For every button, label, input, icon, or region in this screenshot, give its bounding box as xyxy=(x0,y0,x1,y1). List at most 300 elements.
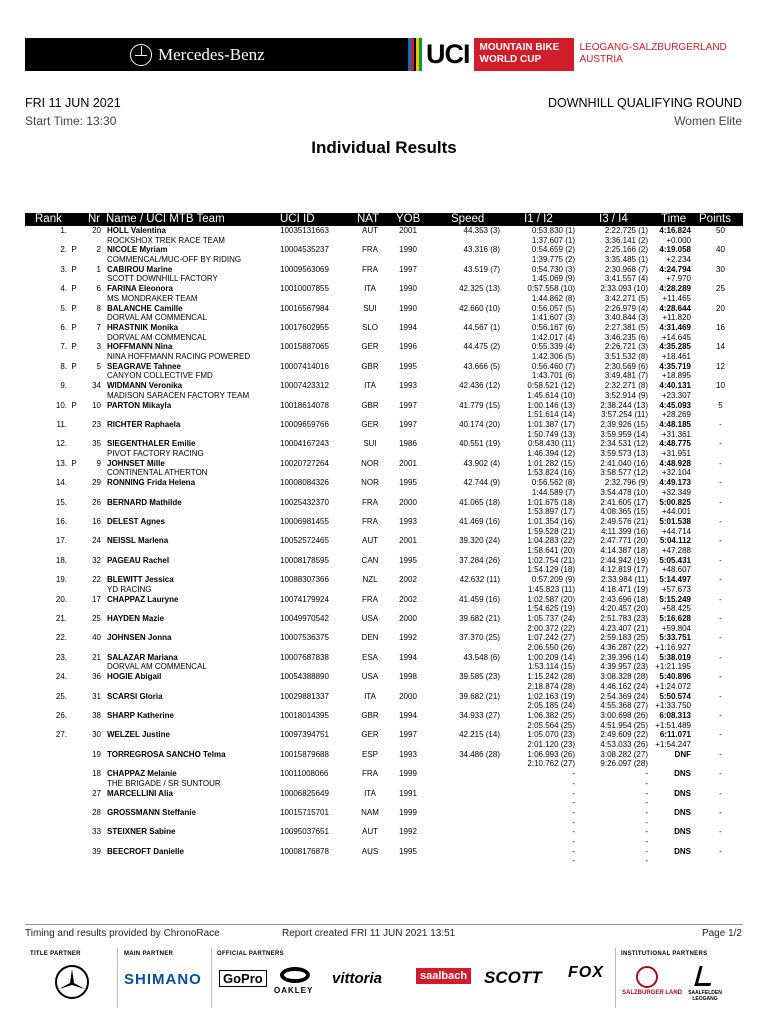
cell-rank: 14. xyxy=(55,478,67,488)
cell-rank: 16. xyxy=(55,517,67,526)
cell-nr: 9 xyxy=(96,458,101,468)
cell-rank: 9. xyxy=(60,381,67,391)
cell-uci: 10007536375 xyxy=(280,633,329,643)
cell-time: DNS xyxy=(674,769,691,779)
cell-time: 5:00.825 xyxy=(659,497,691,507)
cell-p: P xyxy=(71,342,77,352)
cell-i3: 2:54.369 (24) xyxy=(600,691,648,701)
cell-i4: 3:59.959 (14) xyxy=(600,429,648,439)
cell-i2: 2:06.550 (26) xyxy=(527,642,575,652)
cell-rank: 27. xyxy=(55,730,67,740)
oakley-ellipse-icon xyxy=(280,967,310,983)
cell-rank: 3. xyxy=(60,264,67,274)
cell-time: 4:19.058 xyxy=(659,245,691,255)
cell-uci: 10008178595 xyxy=(280,555,329,565)
cell-i1: 0:58.521 (12) xyxy=(527,381,575,391)
cell-gap: +59.804 xyxy=(661,623,691,633)
cell-i3: 2:43.696 (18) xyxy=(600,594,648,604)
cell-pts: 40 xyxy=(716,245,725,255)
cell-i3: - xyxy=(645,788,648,798)
cell-yob: 1997 xyxy=(399,400,417,410)
table-row xyxy=(25,420,743,439)
cell-i4: 3:58.577 (12) xyxy=(600,468,648,478)
cell-i1: 1:01.282 (15) xyxy=(527,458,575,468)
cell-i3: 2:22.725 (1) xyxy=(604,226,648,235)
cell-i2: 1:39.775 (2) xyxy=(531,254,575,264)
cell-uci: 10004535237 xyxy=(280,245,329,255)
cell-rank: 6. xyxy=(60,323,67,332)
table-row xyxy=(25,614,743,633)
cell-yob: 1999 xyxy=(399,769,417,779)
cell-gap: +14.645 xyxy=(661,332,691,342)
cell-speed: 43.548 (6) xyxy=(463,652,500,662)
cell-i3: - xyxy=(645,846,648,856)
table-row xyxy=(25,517,743,536)
cell-nr: 34 xyxy=(92,381,101,391)
cell-nat: NOR xyxy=(361,458,379,468)
cell-nr: 1 xyxy=(96,264,101,274)
table-row xyxy=(25,401,743,420)
cell-speed: 41.779 (15) xyxy=(459,400,500,410)
cell-i1: 1:00.146 (13) xyxy=(527,400,575,410)
cell-team: CANYON COLLECTIVE FMD xyxy=(107,371,213,381)
cell-i1: 1:07.242 (27) xyxy=(527,633,575,643)
cell-i4: 4:11.399 (16) xyxy=(601,526,648,536)
cell-nat: ITA xyxy=(364,788,376,798)
col-nat: NAT xyxy=(357,213,380,225)
cell-uci: 10006825649 xyxy=(280,788,329,798)
cell-rank: 19. xyxy=(55,575,67,585)
cell-i1: 1:01.387 (17) xyxy=(527,420,575,429)
institutional-partners-label: INSTITUTIONAL PARTNERS xyxy=(621,951,708,957)
cell-uci: 10088307366 xyxy=(280,575,329,585)
cell-yob: 2000 xyxy=(399,691,417,701)
cell-time: DNS xyxy=(674,808,691,817)
table-row xyxy=(25,536,743,555)
cell-nr: 21 xyxy=(92,652,101,662)
cell-i2: 1:58.641 (20) xyxy=(527,545,575,555)
cell-nr: 29 xyxy=(92,478,101,488)
cell-i2: 1:54.129 (18) xyxy=(527,565,575,575)
cell-i1: 1:00.209 (14) xyxy=(527,652,575,662)
cell-p: P xyxy=(71,245,77,255)
cell-i3: 2:51.783 (23) xyxy=(600,614,648,623)
cell-nat: GER xyxy=(361,342,379,352)
cell-speed: 44.353 (3) xyxy=(463,226,500,235)
mercedes-star-icon xyxy=(130,44,152,66)
cell-name: WELZEL Justine xyxy=(107,730,170,740)
cell-time: 4:28.644 xyxy=(659,303,691,313)
cell-yob: 2000 xyxy=(399,614,417,623)
cell-pts: 50 xyxy=(716,226,725,235)
cell-name: HRASTNIK Monika xyxy=(107,323,179,332)
cell-i1: 0:56.057 (5) xyxy=(531,303,575,313)
cell-time: 5:50.574 xyxy=(659,691,691,701)
cell-nr: 28 xyxy=(92,808,101,817)
cell-i4: 3:54.478 (10) xyxy=(600,487,648,497)
cell-i2: 1:46.394 (12) xyxy=(527,448,575,458)
cell-nat: FRA xyxy=(362,594,378,604)
table-row xyxy=(25,827,743,846)
cell-i3: 3:00.698 (26) xyxy=(600,711,648,720)
venue xyxy=(574,38,749,71)
cell-rank: 7. xyxy=(60,342,67,352)
cell-yob: 1996 xyxy=(399,342,417,352)
cell-i1: 0:58.430 (11) xyxy=(528,439,575,449)
cell-speed: 43.519 (7) xyxy=(463,264,500,274)
cell-uci: 10097394751 xyxy=(280,730,329,740)
cell-speed: 42.660 (10) xyxy=(459,303,500,313)
table-row xyxy=(25,730,743,749)
report-created: Report created FRI 11 JUN 2021 13:51 xyxy=(282,928,456,939)
table-row xyxy=(25,381,743,400)
cell-gap: +32.349 xyxy=(661,487,691,497)
cell-i1: 0:56.460 (7) xyxy=(531,361,575,371)
cell-i2: 2:01.120 (23) xyxy=(527,739,575,749)
cell-pts: - xyxy=(719,420,722,429)
timing-credit: Timing and results provided by ChronoRace xyxy=(25,928,220,939)
cell-name: JOHNSEN Jonna xyxy=(107,633,172,643)
start-time: Start Time: 13:30 xyxy=(25,114,117,128)
table-row xyxy=(25,692,743,711)
cell-i1: 0:54.659 (2) xyxy=(531,245,575,255)
cell-i1: 1:02.754 (21) xyxy=(527,555,575,565)
cell-gap: +31.361 xyxy=(661,429,691,439)
cell-gap: +44.714 xyxy=(661,526,691,536)
vittoria-logo: vittoria xyxy=(332,970,383,987)
cell-name: PARTON Mikayla xyxy=(107,400,172,410)
cell-nr: 3 xyxy=(96,342,101,352)
cell-uci: 10095037651 xyxy=(280,827,329,837)
col-i3-i4: I3 / I4 xyxy=(599,213,628,225)
cell-speed: 37.370 (25) xyxy=(459,633,500,643)
cell-i1: 1:15.242 (28) xyxy=(527,672,575,682)
cell-i4: 4:23.407 (21) xyxy=(600,623,648,633)
table-row xyxy=(25,575,743,594)
cell-i3: 2:41.605 (17) xyxy=(600,497,648,507)
cell-i4: 3:57.254 (11) xyxy=(601,410,648,420)
cell-i2: 1:53.897 (17) xyxy=(527,507,575,517)
cell-rank: 23. xyxy=(55,652,67,662)
cell-nat: ITA xyxy=(364,691,376,701)
cell-i3: 2:44.942 (19) xyxy=(600,555,648,565)
cell-nr: 24 xyxy=(92,536,101,546)
cell-gap: +1:24.072 xyxy=(655,681,691,691)
cell-yob: 1997 xyxy=(399,730,417,740)
cell-uci: 10009659766 xyxy=(280,420,329,429)
cell-pts: - xyxy=(719,497,722,507)
cell-uci: 10049970542 xyxy=(280,614,329,623)
table-row xyxy=(25,769,743,788)
cell-nr: 8 xyxy=(96,303,101,313)
cell-i1: 0:55.339 (4) xyxy=(531,342,575,352)
cell-pts: - xyxy=(719,555,722,565)
cell-i4: 4:20.457 (20) xyxy=(600,604,648,614)
cell-time: 4:48.928 xyxy=(659,458,691,468)
cell-nr: 20 xyxy=(92,226,101,235)
cell-yob: 1993 xyxy=(399,749,417,759)
cell-gap: +18.895 xyxy=(661,371,691,381)
cell-yob: 1998 xyxy=(399,672,417,682)
cell-pts: - xyxy=(719,478,722,488)
cell-yob: 1995 xyxy=(399,555,417,565)
cell-i3: 2:30.968 (7) xyxy=(604,264,648,274)
cell-i4: 3:49.481 (7) xyxy=(604,371,648,381)
cell-rank: 5. xyxy=(60,303,67,313)
cell-nat: FRA xyxy=(362,769,378,779)
saalfelden-mark-icon xyxy=(694,966,715,986)
cell-nr: 33 xyxy=(92,827,101,837)
cell-nat: FRA xyxy=(362,245,378,255)
cell-i4: 3:42.271 (5) xyxy=(604,293,648,303)
cell-pts: - xyxy=(719,827,722,837)
cell-rank: 10. xyxy=(55,400,67,410)
cell-yob: 1994 xyxy=(399,711,417,720)
cell-uci: 10007414016 xyxy=(280,361,329,371)
cell-time: 4:28.289 xyxy=(659,284,691,294)
cell-rank: 24. xyxy=(55,672,67,682)
cell-nat: GER xyxy=(361,420,379,429)
table-row xyxy=(25,750,743,769)
cell-rank: 11. xyxy=(56,420,67,429)
cell-i2: 1:45.614 (10) xyxy=(527,390,575,400)
cell-name: NEISSL Marlena xyxy=(107,536,169,546)
cell-speed: 34.486 (28) xyxy=(459,749,500,759)
cell-name: RONNING Frida Helena xyxy=(107,478,196,488)
cell-i3: 2:49.609 (22) xyxy=(600,730,648,740)
cell-yob: 1990 xyxy=(399,245,417,255)
cell-uci: 10035131663 xyxy=(280,226,329,235)
partner-divider xyxy=(117,948,118,1008)
cell-nat: DEN xyxy=(361,633,379,643)
table-row xyxy=(25,439,743,458)
cell-name: BLEWITT Jessica xyxy=(107,575,174,585)
cell-yob: 1992 xyxy=(399,633,417,643)
cell-i3: 3:08.328 (28) xyxy=(600,672,648,682)
cell-uci: 10011008066 xyxy=(280,769,329,779)
cell-rank: 1. xyxy=(60,226,67,235)
cell-i1: 1:01.675 (18) xyxy=(527,497,575,507)
cell-nr: 30 xyxy=(92,730,101,740)
cell-name: HOLL Valentina xyxy=(107,226,166,235)
cell-nat: ITA xyxy=(364,284,376,294)
col-name: Name / UCI MTB Team xyxy=(106,213,225,225)
cell-i4: 3:40.844 (3) xyxy=(604,313,648,323)
cell-i3: 2:30.569 (6) xyxy=(604,361,648,371)
cell-i1: - xyxy=(572,808,575,817)
cell-nr: 38 xyxy=(92,711,101,720)
cell-nr: 39 xyxy=(92,846,101,856)
cell-i1: 1:06.382 (25) xyxy=(527,711,575,720)
brand-name: Mercedes-Benz xyxy=(158,44,265,64)
cell-gap: +11.465 xyxy=(662,293,691,303)
cell-time: 4:40.131 xyxy=(659,381,691,391)
cell-nat: GER xyxy=(361,730,379,740)
cell-uci: 10020727264 xyxy=(280,458,329,468)
cell-time: DNF xyxy=(674,749,691,759)
table-row xyxy=(25,595,743,614)
cell-i1: - xyxy=(572,788,575,798)
cell-i2: 1:45.823 (11) xyxy=(528,584,575,594)
cell-i4: 4:39.957 (23) xyxy=(600,662,648,672)
cell-i3: 2:27.381 (5) xyxy=(604,323,648,332)
cell-nr: 16 xyxy=(92,517,101,526)
cell-name: SCARSI Gloria xyxy=(107,691,163,701)
cell-nat: AUT xyxy=(362,226,378,235)
cell-i3: 3:08.282 (27) xyxy=(600,749,648,759)
cell-speed: 40.551 (19) xyxy=(459,439,500,449)
cell-name: MARCELLINI Alia xyxy=(107,788,173,798)
cell-pts: 20 xyxy=(716,303,725,313)
cell-i4: 4:53.033 (26) xyxy=(600,739,648,749)
cell-yob: 1997 xyxy=(399,420,417,429)
cell-gap: +2.234 xyxy=(666,254,691,264)
cell-i2: 2:05.185 (24) xyxy=(527,701,575,711)
cell-i2: 1:41.607 (3) xyxy=(531,313,575,323)
cell-rank: 12. xyxy=(55,439,67,449)
cell-uci: 10016567984 xyxy=(280,303,329,313)
cell-gap: +47.288 xyxy=(661,545,691,555)
cell-i2: 1:53.114 (15) xyxy=(528,662,575,672)
cell-name: STEIXNER Sabine xyxy=(107,827,176,837)
cell-yob: 1990 xyxy=(399,303,417,313)
cell-nat: SLO xyxy=(361,323,378,332)
cell-time: 4:49.173 xyxy=(659,478,691,488)
cell-uci: 10015879688 xyxy=(280,749,329,759)
cell-i2: 2:10.762 (27) xyxy=(527,759,575,769)
cell-speed: 40.174 (20) xyxy=(459,420,500,429)
cell-time: 4:16.824 xyxy=(659,226,691,235)
cell-p: P xyxy=(71,264,77,274)
cell-speed: 43.902 (4) xyxy=(463,458,500,468)
mercedes-logo xyxy=(130,44,265,66)
cell-speed: 39.585 (23) xyxy=(459,672,500,682)
cell-uci: 10018614078 xyxy=(280,400,329,410)
cell-pts: 5 xyxy=(718,400,723,410)
cell-nat: SUI xyxy=(363,439,377,449)
cell-i2: - xyxy=(572,856,575,866)
cell-i4: 3:36.141 (2) xyxy=(604,235,648,245)
cell-uci: 10054388890 xyxy=(280,672,329,682)
cell-i2: 1:42.017 (4) xyxy=(531,332,575,342)
cell-pts: - xyxy=(719,439,722,449)
cell-i3: 2:32.796 (9) xyxy=(604,478,648,488)
cell-nat: ESA xyxy=(361,652,378,662)
table-row xyxy=(25,284,743,303)
table-row xyxy=(25,498,743,517)
cell-i1: - xyxy=(572,769,575,779)
cell-time: 5:38.019 xyxy=(659,652,691,662)
col-points: Points xyxy=(699,213,731,225)
cell-nr: 22 xyxy=(92,575,101,585)
cell-nr: 27 xyxy=(92,788,101,798)
cell-pts: 30 xyxy=(716,264,725,274)
cell-gap: +18.461 xyxy=(661,351,691,361)
cell-i3: 2:41.040 (16) xyxy=(600,458,648,468)
cell-i1: 0:56.167 (6) xyxy=(531,323,575,332)
cell-i1: 0:57.558 (10) xyxy=(527,284,575,294)
cell-nat: FRA xyxy=(362,517,378,526)
cell-i2: 1:37.607 (1) xyxy=(531,235,575,245)
cell-p: P xyxy=(71,284,77,294)
cell-i4: 4:18.471 (19) xyxy=(600,584,648,594)
cell-time: 5:16.628 xyxy=(659,614,691,623)
cell-pts: 25 xyxy=(716,284,725,294)
cell-rank: 22. xyxy=(55,633,67,643)
cell-i1: 1:02.587 (20) xyxy=(527,594,575,604)
cell-time: 5:40.896 xyxy=(659,672,691,682)
cell-speed: 43.316 (8) xyxy=(463,245,500,255)
cell-i2: 1:45.069 (9) xyxy=(531,274,575,284)
title-partner-label: TITLE PARTNER xyxy=(30,951,81,957)
cell-time: 4:35.719 xyxy=(659,361,691,371)
cell-speed: 43.666 (5) xyxy=(463,361,500,371)
cell-yob: 2001 xyxy=(399,536,417,546)
cell-uci: 10018014395 xyxy=(280,711,329,720)
cell-i2: 1:44.589 (7) xyxy=(531,487,575,497)
cell-pts: - xyxy=(719,808,722,817)
cell-team: ROCKSHOX TREK RACE TEAM xyxy=(107,235,225,245)
cell-speed: 39.320 (24) xyxy=(459,536,500,546)
cell-rank: 21. xyxy=(55,614,67,623)
cell-name: RICHTER Raphaela xyxy=(107,420,181,429)
cell-name: BEECROFT Danielle xyxy=(107,846,184,856)
cell-name: SIEGENTHALER Emilie xyxy=(107,439,196,449)
cell-i1: 1:05.737 (24) xyxy=(527,614,575,623)
cell-pts: 16 xyxy=(716,323,725,332)
oakley-logo: OAKLEY xyxy=(274,986,314,995)
cell-nat: GBR xyxy=(361,711,379,720)
cell-nat: FRA xyxy=(362,497,378,507)
cell-i1: 1:01.354 (16) xyxy=(527,517,575,526)
cell-name: SEAGRAVE Tahnee xyxy=(107,361,181,371)
col-nr: Nr xyxy=(88,213,101,225)
scott-logo: SCOTT xyxy=(484,968,542,987)
table-row xyxy=(25,362,743,381)
cell-i1: 1:04.283 (22) xyxy=(527,536,575,546)
cell-nr: 17 xyxy=(92,594,101,604)
cell-i2: 1:44.862 (8) xyxy=(531,293,575,303)
cell-pts: - xyxy=(719,691,722,701)
cell-gap: +1:21.195 xyxy=(655,662,691,672)
cell-i2: 1:43.701 (6) xyxy=(531,371,575,381)
cell-i4: - xyxy=(645,778,648,788)
cell-time: 6:11.071 xyxy=(659,730,691,740)
cell-yob: 1995 xyxy=(399,478,417,488)
cell-i3: 2:39.926 (15) xyxy=(600,420,648,429)
cell-rank: 20. xyxy=(55,594,67,604)
cell-rank: 15. xyxy=(55,497,67,507)
cell-pts: - xyxy=(719,846,722,856)
cell-time: 5:05.431 xyxy=(659,555,691,565)
table-row xyxy=(25,711,743,730)
page-number: Page 1/2 xyxy=(701,928,742,939)
cell-i1: 1:06.993 (26) xyxy=(527,749,575,759)
cell-yob: 1997 xyxy=(399,264,417,274)
cell-name: PAGEAU Rachel xyxy=(107,555,170,565)
cell-name: BERNARD Mathilde xyxy=(107,497,182,507)
cell-nat: AUT xyxy=(362,827,378,837)
cell-name: CABIROU Marine xyxy=(107,264,173,274)
cell-time: DNS xyxy=(674,788,691,798)
table-row xyxy=(25,653,743,672)
cell-i4: 4:12.819 (17) xyxy=(600,565,648,575)
cell-i4: - xyxy=(645,817,648,827)
cell-pts: - xyxy=(719,575,722,585)
cell-p: P xyxy=(71,400,77,410)
cell-i3: 2:26.721 (3) xyxy=(604,342,648,352)
cell-i1: 0:53.830 (1) xyxy=(531,226,575,235)
